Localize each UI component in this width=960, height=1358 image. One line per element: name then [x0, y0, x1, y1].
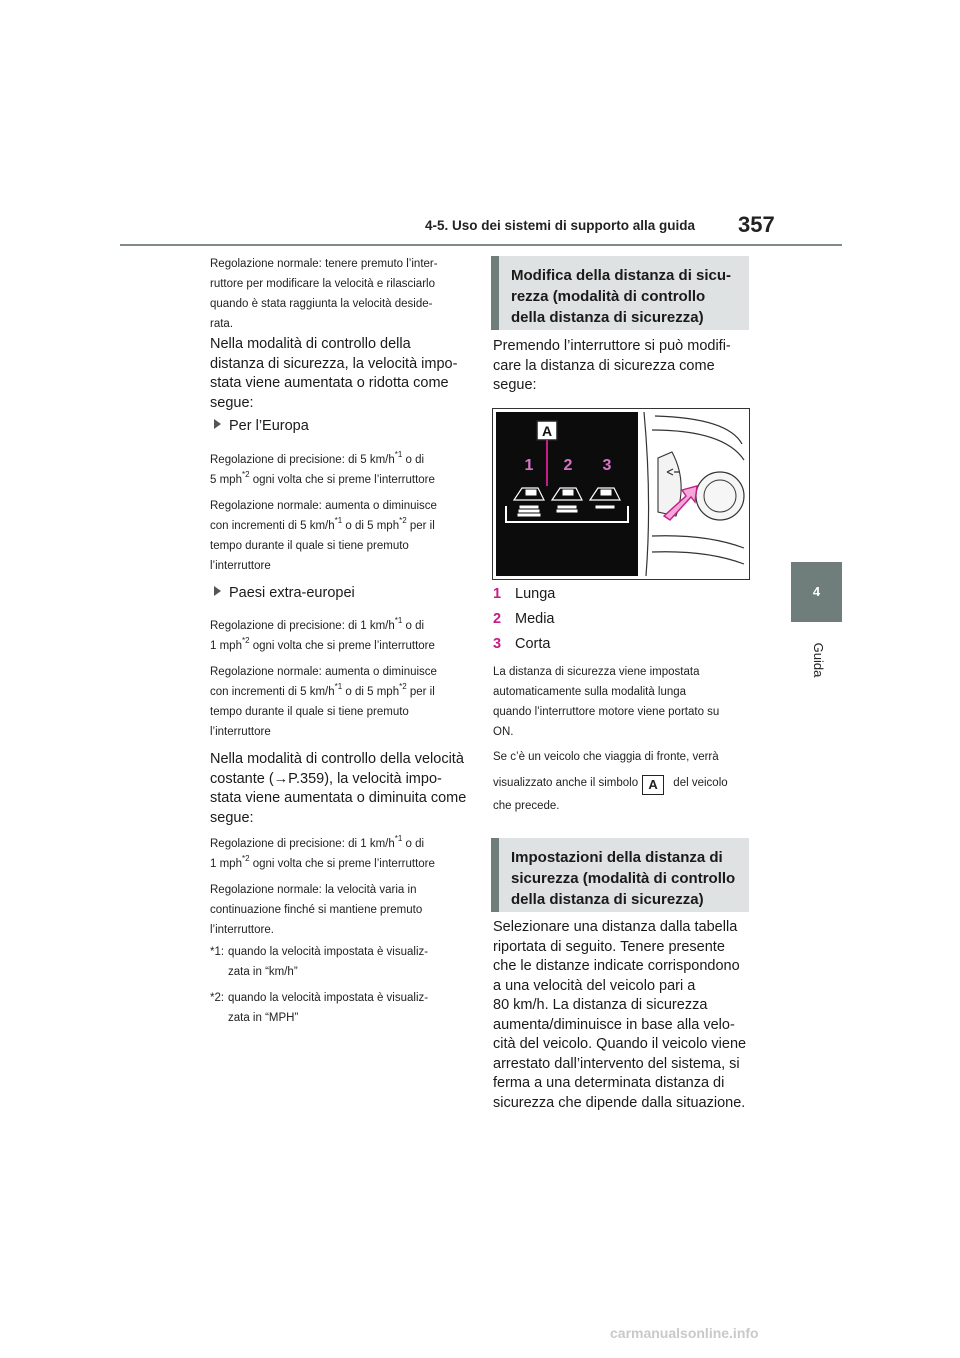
preceding-vehicle-note: Se c’è un veicolo che viaggia di fronte, verrà visualizzato anche il simbolo A del veicolo che precede. [493, 751, 728, 812]
list-item: 3 Corta [493, 636, 551, 652]
normal-adjust-paragraph: Regolazione normale: tenere premuto l’inter- ruttore per modificare la velocità e rilasciarlo quando è stata raggiunta la velocità deside- rata. [210, 258, 438, 330]
distance-switch-figure [492, 408, 750, 580]
figure-label-2: 2 [563, 457, 573, 474]
list-item: 2 Media [493, 611, 555, 627]
chapter-tab-label: Guida [811, 642, 826, 678]
callout-A-label: A [541, 423, 553, 439]
footnote-2: *2: quando la velocità impostata è visualiz- zata in “MPH” [210, 992, 429, 1024]
page-number: 357 [738, 212, 775, 237]
distance-options-list [493, 586, 555, 661]
figure-label-3: 3 [602, 457, 612, 474]
bullet-europe: Per l’Europa [214, 418, 309, 434]
bullet-non-europe: Paesi extra-europei [214, 585, 355, 601]
footnote-1: *1: quando la velocità impostata è visualiz- zata in “km/h” [210, 946, 429, 978]
heading-change-distance: Modifica della distanza di sicu- rezza (modalità di controllo della distanza di sicurezza) [491, 256, 749, 330]
constant-speed-adjust-text: Regolazione di precisione: di 1 $km/h^{*1}$ o di 1 mph$^{*2}$ ogni volta che si preme l’interruttore Regolazione normale: la velocità varia in continuazione finché si mantiene premuto l’interruttore. [210, 834, 435, 936]
section-title: 4-5. Uso dei sistemi di supporto alla guida [425, 218, 696, 233]
arrow-right-icon: → [273, 770, 289, 787]
change-distance-intro: Premendo l’interruttore si può modifi- care la distanza di sicurezza come segue: [493, 338, 731, 393]
non-europe-adjust-text: Regolazione di precisione: di 1 $km/h^{*1}$ o di 1 mph$^{*2}$ ogni volta che si preme l’interruttore Regolazione normale: aumenta o diminuisce con incrementi di 5 $km/h^{*1}$ o di 5 mph$^{*2}$ per il tempo durante il quale si tiene premuto l’interruttore [210, 616, 437, 738]
distance-mode-paragraph: Nella modalità di controllo della distanza di sicurezza, la velocità impo- stata viene aumentata o ridotta come segue: [210, 336, 458, 411]
figure-label-1: 1 [524, 457, 534, 474]
triangle-bullet-icon [214, 419, 221, 429]
watermark: carmanualsonline.info [610, 1325, 759, 1341]
header-rule [120, 244, 842, 246]
constant-speed-paragraph: Nella modalità di controllo della velocità costante (→P.359), la velocità impo- stata viene aumentata o diminuita come segue: [210, 751, 467, 826]
page-link[interactable]: P.359), la velocità impo- [288, 770, 442, 787]
triangle-bullet-icon [214, 586, 221, 596]
europe-adjust-text: Regolazione di precisione: di 5 $km/h^{*1}$ o di 5 mph$^{*2}$ ogni volta che si preme l’interruttore Regolazione normale: aumenta o diminuisce con incrementi di 5 $km/h^{*1}$ o di 5 mph$^{*2}$ per il tempo durante il quale si tiene premuto l’interruttore [210, 450, 437, 572]
default-distance-note: La distanza di sicurezza viene impostata automaticamente sulla modalità lunga quando l’interruttore motore viene portato su ON. [493, 666, 720, 738]
heading-distance-settings: Impostazioni della distanza di sicurezza (modalità di controllo della distanza di sicurezza) [491, 838, 749, 912]
distance-settings-body: Selezionare una distanza dalla tabella riportata di seguito. Tenere presente che le distanze indicate corrispondono a una velocità del veicolo pari a 80 km/h. La distanza di sicurezza aumenta/diminuisce in base alla velo- cità del veicolo. Quando il veicolo viene arrestato dall’intervento del sistema, si ferma a una determinata distanza di sicurezza che dipende dalla situazione. [493, 919, 747, 1111]
list-item: 1 Lunga [493, 586, 556, 602]
callout-A-icon: A [642, 775, 664, 795]
chapter-tab[interactable]: 4 [791, 562, 842, 622]
